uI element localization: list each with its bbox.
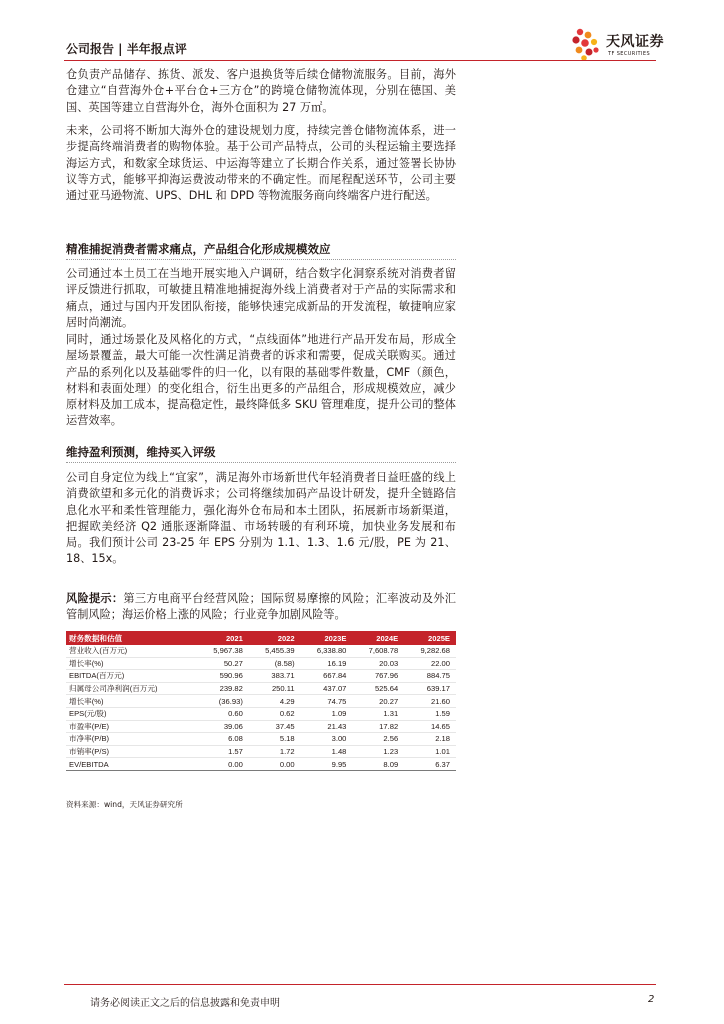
financial-table	[66, 631, 456, 771]
table-cell: 2.56	[352, 733, 404, 746]
table-cell: (8.58)	[249, 657, 301, 670]
table-row-label: 增长率(%)	[66, 695, 197, 708]
table-row-label: 市净率(P/B)	[66, 733, 197, 746]
table-cell: 1.23	[352, 745, 404, 758]
table-cell: 37.45	[249, 720, 301, 733]
table-cell: 6,338.80	[301, 645, 353, 657]
paragraph-logistics-plan: 未来，公司将不断加大海外仓的建设规划力度，持续完善仓储物流体系，进一步提高终端消费者的购物体验。基于公司产品特点，公司的头程运输主要选择海运方式，和数家全球货运、中运海等建立了长期合作关系，通过签署长协协议等方式，能够平抑海运费波动带来的不确定性。而尾程配送环节，公司主要通过亚马逊物流、UPS、DHL 和 DPD 等物流服务商向终端客户进行配送。	[66, 124, 456, 203]
table-cell: 383.71	[249, 670, 301, 683]
table-header-cell: 2021	[197, 631, 249, 645]
table-cell: 0.60	[197, 707, 249, 720]
table-row	[66, 720, 456, 733]
table-cell: (36.93)	[197, 695, 249, 708]
table-cell: 5,967.38	[197, 645, 249, 657]
table-cell: 0.00	[197, 758, 249, 771]
paragraph-overseas-warehouse: 仓负责产品储存、拣货、派发、客户退换货等后续仓储物流服务。目前，海外仓建立“自营海外仓+平台仓+三方仓”的跨境仓储物流体现，分别在德国、美国、英国等建立自营海外仓，海外仓面积为 27 万㎡。	[66, 68, 456, 114]
table-cell: 0.62	[249, 707, 301, 720]
table-header-cell: 财务数据和估值	[66, 631, 197, 645]
table-cell: 525.64	[352, 682, 404, 695]
paragraph-product-scale: 同时，通过场景化及风格化的方式，“点线面体”地进行产品开发布局，形成全屋场景覆盖，最大可能一次性满足消费者的诉求和需要，促成关联购买。通过产品的系列化以及基础零件的归一化，以有限的基础零件数量，CMF（颜色，材料和表面处理）的变化组合，衍生出更多的产品组合，形成规模效应，减少原材料及加工成本，提高稳定性，最终降低多 SKU 管理难度，提升公司的整体运营效率。	[66, 333, 456, 428]
table-row	[66, 645, 456, 657]
table-cell: 639.17	[404, 682, 456, 695]
table-row	[66, 670, 456, 683]
disclaimer-text: 请务必阅读正文之后的信息披露和免责申明	[90, 998, 280, 1009]
table-row-label: EV/EBITDA	[66, 758, 197, 771]
footer-divider	[64, 984, 656, 985]
table-row	[66, 682, 456, 695]
table-source-note: 资料来源：wind，天风证券研究所	[66, 800, 183, 809]
paragraph-risk	[66, 591, 456, 624]
table-cell: 7,608.78	[352, 645, 404, 657]
table-cell: 1.48	[301, 745, 353, 758]
report-type-label: 公司报告 | 半年报点评	[66, 42, 187, 56]
table-cell: 50.27	[197, 657, 249, 670]
logo-text-en: TF SECURITIES	[608, 51, 651, 57]
table-header-cell: 2023E	[301, 631, 353, 645]
page-number: 2	[648, 994, 655, 1005]
table-cell: 21.43	[301, 720, 353, 733]
section-divider	[66, 462, 456, 463]
table-row-label: 市盈率(P/E)	[66, 720, 197, 733]
table-cell: 22.00	[404, 657, 456, 670]
table-cell: 239.82	[197, 682, 249, 695]
header-divider	[64, 60, 656, 61]
table-cell: 21.60	[404, 695, 456, 708]
table-cell: 14.65	[404, 720, 456, 733]
tf-logo-icon	[568, 26, 602, 62]
table-row	[66, 657, 456, 670]
table-cell: 1.01	[404, 745, 456, 758]
table-cell: 590.96	[197, 670, 249, 683]
table-row	[66, 707, 456, 720]
logo-text-cn: 天风证券	[606, 34, 664, 50]
table-cell: 1.31	[352, 707, 404, 720]
section-title-rating: 维持盈利预测，维持买入评级	[66, 445, 216, 459]
company-logo	[568, 26, 678, 62]
table-cell: 1.72	[249, 745, 301, 758]
table-cell: 3.00	[301, 733, 353, 746]
table-cell: 6.08	[197, 733, 249, 746]
table-cell: 250.11	[249, 682, 301, 695]
table-cell: 16.19	[301, 657, 353, 670]
table-cell: 5.18	[249, 733, 301, 746]
table-row	[66, 733, 456, 746]
table-cell: 4.29	[249, 695, 301, 708]
table-cell: 884.75	[404, 670, 456, 683]
table-row-label: 增长率(%)	[66, 657, 197, 670]
table-cell: 6.37	[404, 758, 456, 771]
table-header-row	[66, 631, 456, 645]
table-row	[66, 745, 456, 758]
table-body	[66, 645, 456, 770]
table-cell: 1.57	[197, 745, 249, 758]
table-cell: 437.07	[301, 682, 353, 695]
table-cell: 1.09	[301, 707, 353, 720]
table-cell: 17.82	[352, 720, 404, 733]
table-cell: 8.09	[352, 758, 404, 771]
table-cell: 5,455.39	[249, 645, 301, 657]
table-row	[66, 695, 456, 708]
table-cell: 1.59	[404, 707, 456, 720]
table-cell: 2.18	[404, 733, 456, 746]
table-cell: 39.06	[197, 720, 249, 733]
table-cell: 9.95	[301, 758, 353, 771]
table-cell: 767.96	[352, 670, 404, 683]
table-row-label: EPS(元/股)	[66, 707, 197, 720]
table-row	[66, 758, 456, 771]
table-cell: 9,282.68	[404, 645, 456, 657]
table-header-cell: 2025E	[404, 631, 456, 645]
risk-label: 风险提示：	[66, 592, 124, 605]
table-row-label: 市销率(P/S)	[66, 745, 197, 758]
table-cell: 20.27	[352, 695, 404, 708]
paragraph-consumer-research: 公司通过本土员工在当地开展实地入户调研，结合数字化洞察系统对消费者留评反馈进行抓取，可敏捷且精准地捕捉海外线上消费者对于产品的实际需求和痛点，通过与国内开发团队衔接，能够快速完成新品的开发流程，敏捷响应家居时尚潮流。	[66, 267, 456, 329]
table-row-label: 营业收入(百万元)	[66, 645, 197, 657]
table-header-cell: 2024E	[352, 631, 404, 645]
table-cell: 0.00	[249, 758, 301, 771]
section-title-product: 精准捕捉消费者需求痛点，产品组合化形成规模效应	[66, 242, 331, 256]
table-row-label: 归属母公司净利润(百万元)	[66, 682, 197, 695]
table-cell: 20.03	[352, 657, 404, 670]
paragraph-forecast: 公司自身定位为线上“宜家”，满足海外市场新世代年轻消费者日益旺盛的线上消费欲望和多元化的消费诉求；公司将继续加码产品设计研发，提升全链路信息化水平和柔性管理能力，强化海外仓布局和本土团队，拓展新市场新渠道，把握欧美经济 Q2 通胀逐渐降温、市场转暖的有利环境，加快业务发展和布局。我们预计公司 23-25 年 EPS 分别为 1.1、1.3、1.6 元/股，PE 为 21、18、15x。	[66, 471, 456, 566]
risk-text: 第三方电商平台经营风险；国际贸易摩擦的风险；汇率波动及外汇管制风险；海运价格上涨的风险；行业竞争加剧风险等。	[66, 592, 456, 622]
section-divider	[66, 259, 456, 260]
table-cell: 667.84	[301, 670, 353, 683]
table-header-cell: 2022	[249, 631, 301, 645]
table-cell: 74.75	[301, 695, 353, 708]
table-row-label: EBITDA(百万元)	[66, 670, 197, 683]
